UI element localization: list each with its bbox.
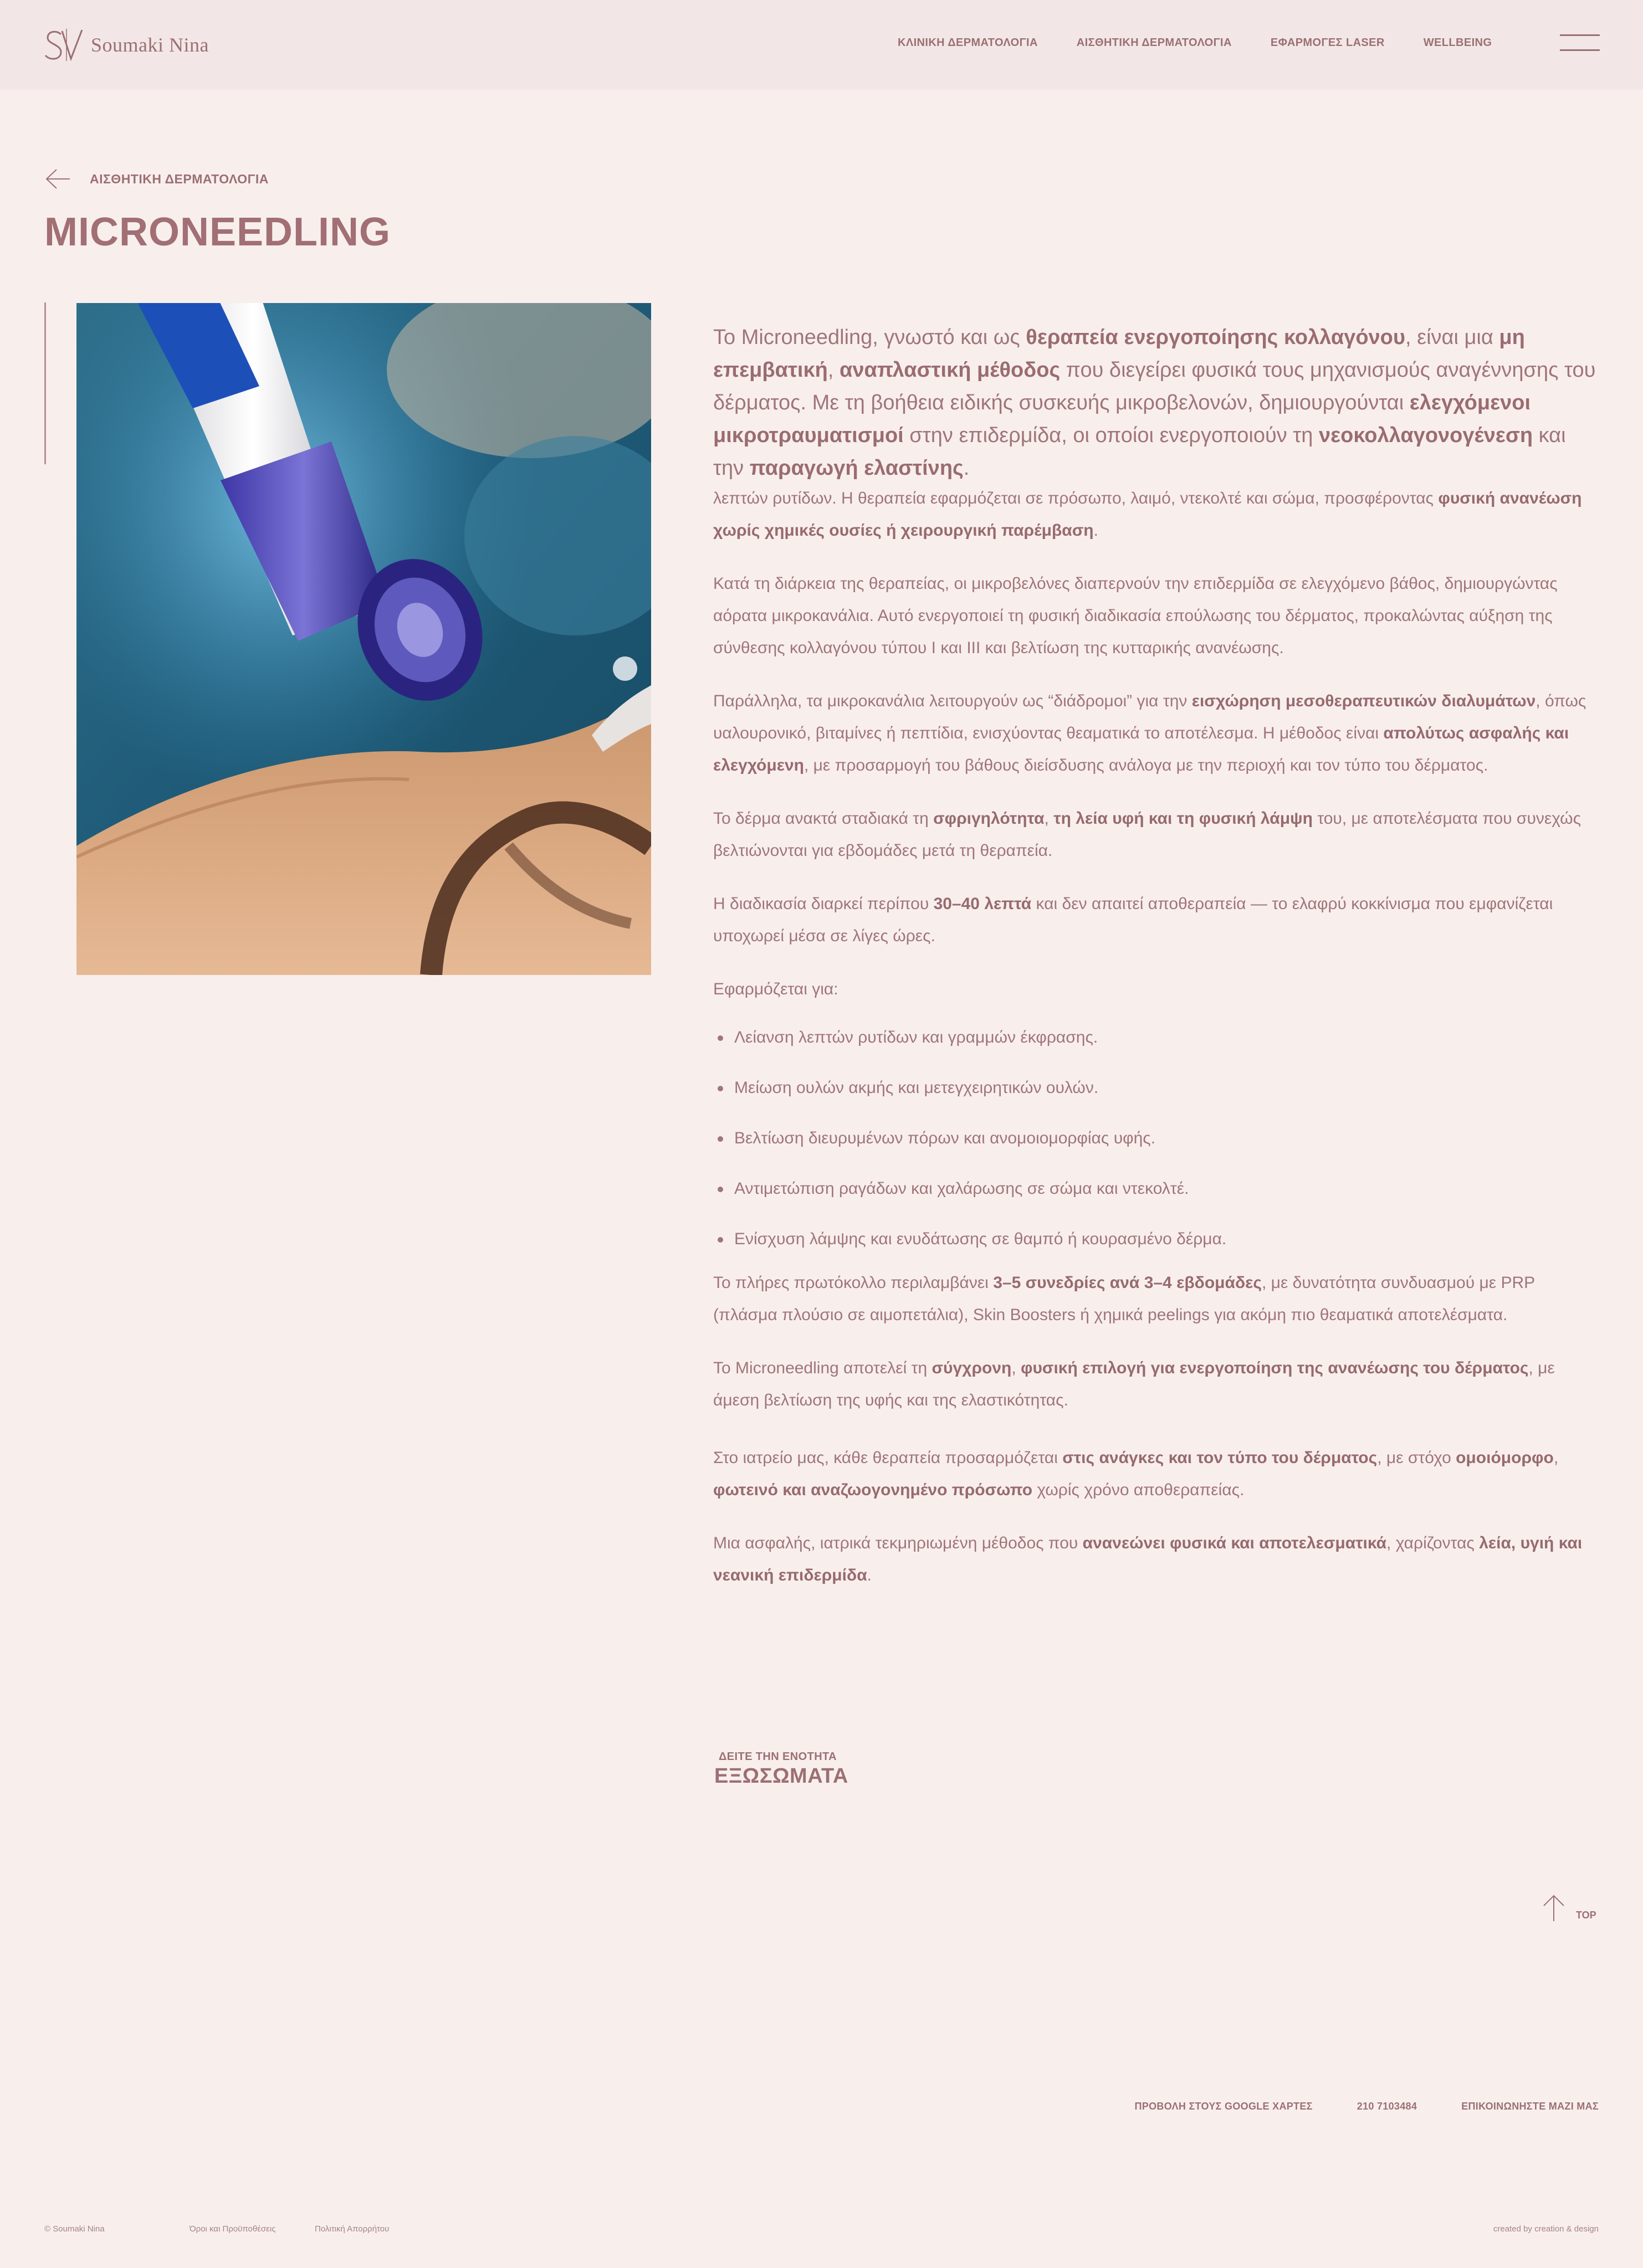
- nav-aesthetic-dermatology[interactable]: ΑΙΣΘΗΤΙΚΗ ΔΕΡΜΑΤΟΛΟΓΙΑ: [1076, 37, 1232, 49]
- decorative-line: [44, 302, 46, 464]
- site-header: [0, 0, 1643, 90]
- see-section-title: ΕΞΩΣΩΜΑΤΑ: [714, 1764, 848, 1788]
- paragraph: Το Microneedling αποτελεί τη σύγχρονη, φυσική επιλογή για ενεργοποίηση της ανανέωσης του δέρματος, με άμεση βελτίωση της υφής και της ελαστικότητας.: [713, 1359, 1555, 1409]
- paragraph: Η διαδικασία διαρκεί περίπου 30–40 λεπτά και δεν απαιτεί αποθεραπεία — το ελαφρύ κοκκίνισμα που εμφανίζεται υποχωρεί μέσα σε λίγες ώρες.: [713, 895, 1553, 945]
- footer-links: [1091, 2101, 1599, 2112]
- see-section-label: ΔΕΙΤΕ ΤΗΝ ΕΝΟΤΗΤΑ: [719, 1751, 837, 1763]
- arrow-up-icon: [1542, 1895, 1566, 1922]
- see-section-link[interactable]: [714, 1751, 848, 1788]
- logo[interactable]: [44, 28, 209, 62]
- breadcrumb-label: ΑΙΣΘΗΤΙΚΗ ΔΕΡΜΑΤΟΛΟΓΙΑ: [90, 171, 269, 186]
- applies-for-label: Εφαρμόζεται για:: [713, 980, 838, 998]
- top-label: TOP: [1576, 1910, 1596, 1921]
- list-item: Μείωση ουλών ακμής και μετεγχειρητικών ουλών.: [713, 1077, 1600, 1099]
- nav-clinical-dermatology[interactable]: ΚΛΙΝΙΚΗ ΔΕΡΜΑΤΟΛΟΓΙΑ: [898, 37, 1038, 49]
- nav-wellbeing[interactable]: WELLBEING: [1423, 37, 1492, 49]
- paragraph: Κατά τη διάρκεια της θεραπείας, οι μικροβελόνες διαπερνούν την επιδερμίδα σε ελεγχόμενο βάθος, δημιουργώντας αόρατα μικροκανάλια. Αυτό ενεργοποιεί τη φυσική διαδικασία επούλωσης του δέρματος, προκαλώντας αύξηση της σύνθεσης κολλαγόνου τύπου I και III και βελτίωση της κυτταρικής ανανέωσης.: [713, 574, 1558, 657]
- nav-laser-applications[interactable]: ΕΦΑΡΜΟΓΕΣ LASER: [1270, 37, 1385, 49]
- list-item: Ενίσχυση λάμψης και ενυδάτωσης σε θαμπό ή κουρασμένο δέρμα.: [713, 1228, 1600, 1250]
- article-content: [713, 321, 1600, 1592]
- back-to-top-button[interactable]: [1542, 1895, 1596, 1922]
- list-item: Λείανση λεπτών ρυτίδων και γραμμών έκφρασης.: [713, 1027, 1600, 1049]
- page-title: MICRONEEDLING: [44, 210, 391, 254]
- lead-paragraph: Το Microneedling, γνωστό και ως θεραπεία ενεργοποίησης κολλαγόνου, είναι μια μη επεμβατική, αναπλαστική μέθοδος που διεγείρει φυσικά τους μηχανισμούς αναγέννησης του δέρματος. Με τη βοήθεια ειδικής συσκευής μικροβελονών, δημιουργούνται ελεγχόμενοι μικροτραυματισμοί στην επιδερμίδα, οι οποίοι ενεργοποιούν τη νεοκολλαγονογένεση και την παραγωγή ελαστίνης.: [713, 326, 1596, 480]
- list-item: Βελτίωση διευρυμένων πόρων και ανομοιομορφίας υφής.: [713, 1127, 1600, 1150]
- hamburger-icon[interactable]: [1560, 34, 1600, 53]
- terms-link[interactable]: Όροι και Προϋποθέσεις: [190, 2224, 276, 2234]
- credit-link[interactable]: created by creation & design: [1493, 2224, 1599, 2234]
- copyright: © Soumaki Nina: [44, 2224, 105, 2234]
- google-maps-link[interactable]: ΠΡΟΒΟΛΗ ΣΤΟΥΣ GOOGLE ΧΑΡΤΕΣ: [1134, 2101, 1313, 2112]
- paragraph: Παράλληλα, τα μικροκανάλια λειτουργούν ως “διάδρομοι” για την εισχώρηση μεσοθεραπευτικών διαλυμάτων, όπως υαλουρονικό, βιταμίνες ή πεπτίδια, ενισχύοντας θεαματικά το αποτέλεσμα. Η μέθοδος είναι απολύτως ασφαλής και ελεγχόμενη, με προσαρμογή του βάθους διείσδυσης ανάλογα με την περιοχή και τον τύπο του δέρματος.: [713, 692, 1586, 774]
- logo-mark-icon: [44, 28, 84, 62]
- phone-link[interactable]: 210 7103484: [1357, 2101, 1417, 2112]
- paragraph: Το δέρμα ανακτά σταδιακά τη σφριγηλότητα, τη λεία υφή και τη φυσική λάμψη του, με αποτελέσματα που συνεχώς βελτιώνονται για εβδομάδες μετά τη θεραπεία.: [713, 809, 1581, 860]
- benefits-list: [713, 1027, 1600, 1250]
- paragraph: λεπτών ρυτίδων. Η θεραπεία εφαρμόζεται σε πρόσωπο, λαιμό, ντεκολτέ και σώμα, προσφέροντας φυσική ανανέωση χωρίς χημικές ουσίες ή χειρουργική παρέμβαση.: [713, 489, 1582, 540]
- contact-link[interactable]: ΕΠΙΚΟΙΝΩΝΗΣΤΕ ΜΑΖΙ ΜΑΣ: [1461, 2101, 1599, 2112]
- paragraph: Το πλήρες πρωτόκολλο περιλαμβάνει 3–5 συνεδρίες ανά 3–4 εβδομάδες, με δυνατότητα συνδυασμού με PRP (πλάσμα πλούσιο σε αιμοπετάλια), Skin Boosters ή χημικά peelings για ακόμη πιο θεαματικά αποτελέσματα.: [713, 1274, 1535, 1324]
- logo-text: Soumaki Nina: [91, 34, 209, 56]
- main-nav: [898, 37, 1531, 49]
- arrow-left-icon: [44, 167, 71, 191]
- privacy-link[interactable]: Πολιτική Απορρήτου: [315, 2224, 390, 2234]
- hero-image: [76, 303, 651, 975]
- breadcrumb[interactable]: [44, 167, 269, 191]
- microneedling-photo: [76, 303, 651, 975]
- paragraph: Στο ιατρείο μας, κάθε θεραπεία προσαρμόζεται στις ανάγκες και τον τύπο του δέρματος, με στόχο ομοιόμορφο, φωτεινό και αναζωογονημένο πρόσωπο χωρίς χρόνο αποθεραπείας.: [713, 1449, 1559, 1499]
- paragraph: Μια ασφαλής, ιατρικά τεκμηριωμένη μέθοδος που ανανεώνει φυσικά και αποτελεσματικά, χαρίζοντας λεία, υγιή και νεανική επιδερμίδα.: [713, 1534, 1583, 1584]
- list-item: Αντιμετώπιση ραγάδων και χαλάρωσης σε σώμα και ντεκολτέ.: [713, 1178, 1600, 1200]
